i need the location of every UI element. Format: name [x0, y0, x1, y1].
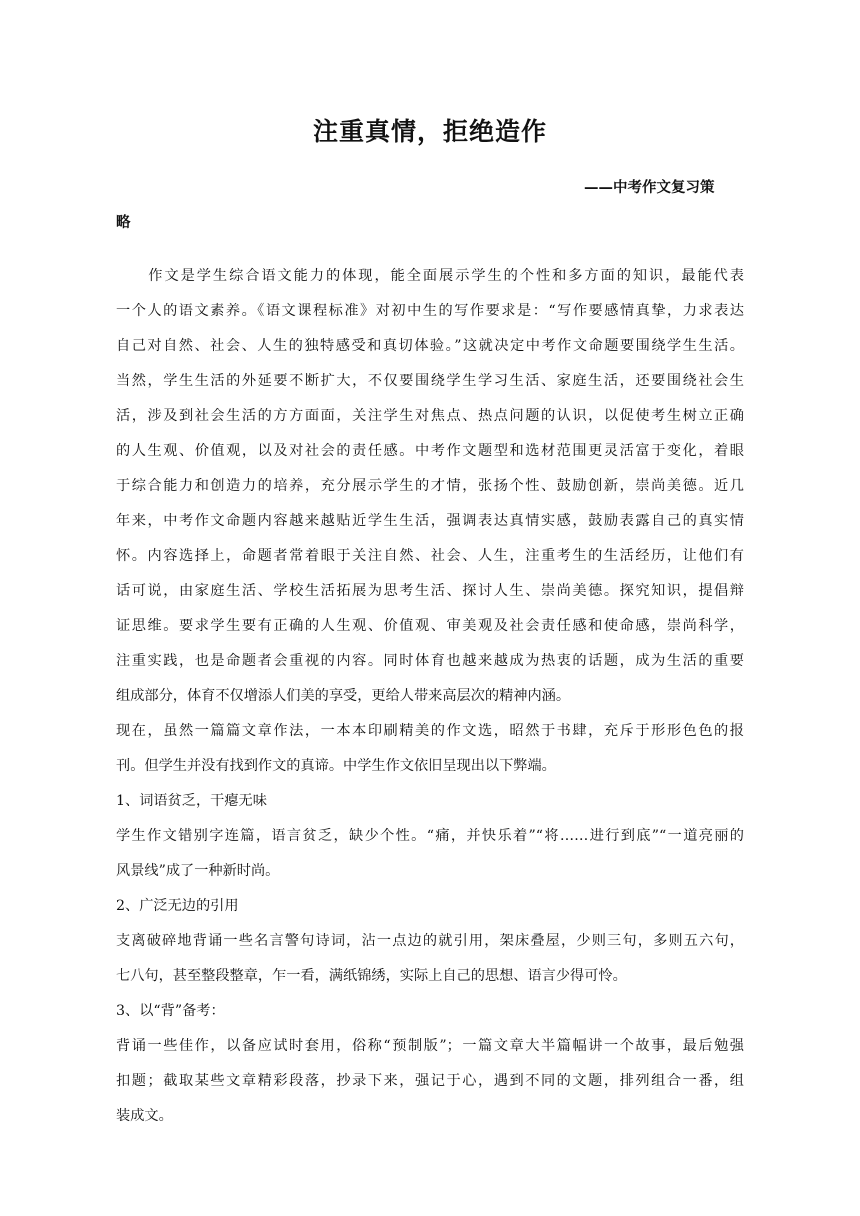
body-line: 一个人的语文素养。《语文课程标准》对初中生的写作要求是：“写作要感情真挚，力求表达	[116, 303, 744, 319]
body-line: 怀。内容选择上，命题者常着眼于关注自然、社会、人生，注重考生的生活经历，让他们有	[116, 548, 744, 564]
document-subtitle-continued: 略	[116, 215, 131, 231]
body-line: 于综合能力和创造力的培养，充分展示学生的才情，张扬个性、鼓励创新，崇尚美德。近几	[116, 478, 744, 494]
body-line: 自己对自然、社会、人生的独特感受和真切体验。”这就决定中考作文命题要围绕学生生活。	[116, 338, 744, 354]
body-line: 背诵一些佳作，以备应试时套用，俗称“预制版”；一篇文章大半篇幅讲一个故事，最后勉强	[116, 1038, 744, 1054]
body-line: 活，涉及到社会生活的方方面面，关注学生对焦点、热点问题的认识，以促使考生树立正确	[116, 408, 744, 424]
body-line: 的人生观、价值观，以及对社会的责任感。中考作文题型和选材范围更灵活富于变化，着眼	[116, 443, 744, 459]
body-line: 七八句，甚至整段整章，乍一看，满纸锦绣，实际上自己的思想、语言少得可怜。	[116, 968, 627, 984]
body-line: 作文是学生综合语文能力的体现，能全面展示学生的个性和多方面的知识，最能代表	[116, 268, 744, 284]
body-line: 支离破碎地背诵一些名言警句诗词，沾一点边的就引用，架床叠屋，少则三句，多则五六句，	[116, 933, 744, 949]
body-line: 组成部分，体育不仅增添人们美的享受，更给人带来高层次的精神内涵。	[116, 688, 571, 704]
body-line: 话可说，由家庭生活、学校生活拓展为思考生活、探讨人生、崇尚美德。探究知识，提倡辩	[116, 583, 744, 599]
document-subtitle: ——中考作文复习策	[584, 180, 715, 196]
body-line: 现在，虽然一篇篇文章作法，一本本印刷精美的作文选，昭然于书肆，充斥于形形色色的报	[116, 723, 744, 739]
body-line: 风景线”成了一种新时尚。	[116, 863, 280, 879]
section-heading-2: 2、广泛无边的引用	[116, 898, 239, 914]
body-line: 证思维。要求学生要有正确的人生观、价值观、审美观及社会责任感和使命感，崇尚科学，	[116, 618, 744, 634]
document-title: 注重真情，拒绝造作	[312, 117, 547, 146]
section-heading-3: 3、以“背”备考：	[116, 1003, 225, 1019]
body-line: 年来，中考作文命题内容越来越贴近学生生活，强调表达真情实感，鼓励表露自己的真实情	[116, 513, 744, 529]
body-line: 当然，学生生活的外延要不断扩大，不仅要围绕学生学习生活、家庭生活，还要围绕社会生	[116, 373, 744, 389]
body-line: 刊。但学生并没有找到作文的真谛。中学生作文依旧呈现出以下弊端。	[116, 758, 556, 774]
body-line: 学生作文错别字连篇，语言贫乏，缺少个性。“痛，并快乐着”“将……进行到底”“一道亮丽的	[116, 828, 744, 844]
body-line: 扣题；截取某些文章精彩段落，抄录下来，强记于心，遇到不同的文题，排列组合一番，组	[116, 1073, 744, 1089]
body-line: 注重实践，也是命题者会重视的内容。同时体育也越来越成为热衷的话题，成为生活的重要	[116, 653, 744, 669]
section-heading-1: 1、词语贫乏，干瘪无味	[116, 793, 267, 809]
body-line: 装成文。	[116, 1108, 173, 1124]
